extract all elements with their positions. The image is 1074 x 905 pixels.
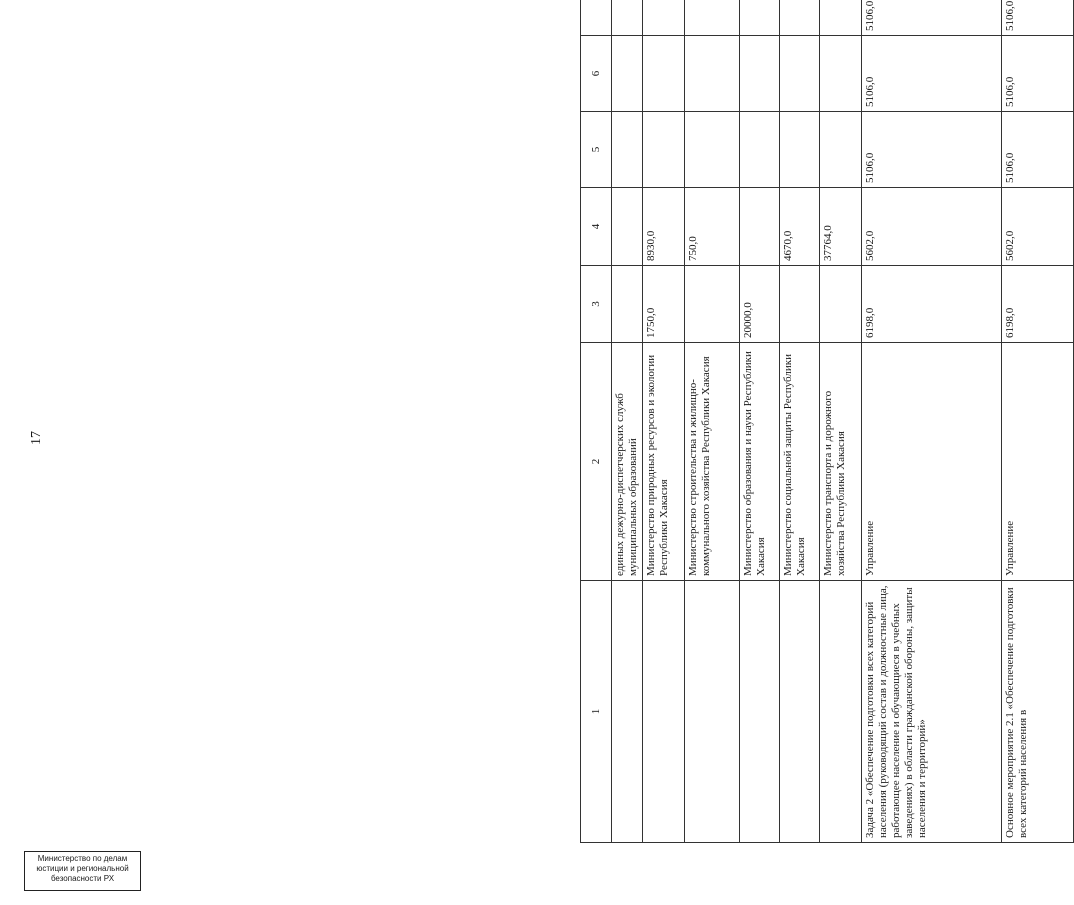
stamp-line: безопасности РХ bbox=[50, 874, 115, 883]
cell-value: 6198,0 bbox=[1002, 266, 1074, 343]
header-col-4: 4 bbox=[581, 188, 612, 266]
cell-executor: Министерство социальной защиты Республики Хакасия bbox=[780, 343, 820, 581]
cell-value bbox=[685, 36, 740, 112]
cell-value: 5106,0 bbox=[862, 36, 1002, 112]
cell-value: 5106,0 bbox=[1002, 0, 1074, 36]
cell-task bbox=[780, 581, 820, 843]
header-col-6: 6 bbox=[581, 36, 612, 112]
header-col-3: 3 bbox=[581, 266, 612, 343]
page-number: 17 bbox=[29, 431, 44, 445]
cell-value: 6198,0 bbox=[862, 266, 1002, 343]
stamp-line: Министерство по делам bbox=[37, 854, 128, 863]
cell-value: 5602,0 bbox=[1002, 188, 1074, 266]
cell-task: Задача 2 «Обеспечение подготовки всех категорий населения (руководящий состав и должностные лица, работающее население и обучающиеся в учебных заведениях) в области гражданской обороны, защиты населения и территорий» bbox=[862, 581, 1002, 843]
cell-task bbox=[643, 581, 685, 843]
cell-value bbox=[740, 36, 780, 112]
cell-executor: Министерство строительства и жилищно-коммунального хозяйства Республики Хакасия bbox=[685, 343, 740, 581]
cell-value bbox=[740, 112, 780, 188]
header-row bbox=[581, 0, 612, 843]
cell-executor: единых дежурно-диспетчерских служб муниципальных образований bbox=[612, 343, 643, 581]
budget-table bbox=[580, 0, 1074, 843]
cell-value bbox=[643, 0, 685, 36]
cell-value bbox=[740, 0, 780, 36]
cell-value bbox=[685, 112, 740, 188]
cell-value: 4670,0 bbox=[780, 188, 820, 266]
cell-value bbox=[612, 112, 643, 188]
cell-value bbox=[820, 36, 862, 112]
table-row bbox=[1002, 0, 1074, 843]
cell-value bbox=[780, 0, 820, 36]
cell-task bbox=[612, 581, 643, 843]
header-col-1: 1 bbox=[581, 581, 612, 843]
cell-value bbox=[612, 188, 643, 266]
cell-value bbox=[685, 0, 740, 36]
cell-task bbox=[820, 581, 862, 843]
cell-value bbox=[612, 266, 643, 343]
cell-value bbox=[780, 112, 820, 188]
cell-value: 8930,0 bbox=[643, 188, 685, 266]
cell-executor: Министерство транспорта и дорожного хозяйства Республики Хакасия bbox=[820, 343, 862, 581]
table-row bbox=[612, 0, 643, 843]
cell-value: 20000,0 bbox=[740, 266, 780, 343]
cell-value bbox=[780, 266, 820, 343]
cell-executor: Управление bbox=[1002, 343, 1074, 581]
header-col-2: 2 bbox=[581, 343, 612, 581]
cell-value bbox=[685, 266, 740, 343]
cell-task: Основное мероприятие 2.1 «Обеспечение подготовки всех категорий населения в bbox=[1002, 581, 1074, 843]
table-row bbox=[740, 0, 780, 843]
cell-value bbox=[820, 266, 862, 343]
table-row bbox=[862, 0, 1002, 843]
cell-value: 5106,0 bbox=[1002, 112, 1074, 188]
cell-value bbox=[643, 36, 685, 112]
cell-value bbox=[643, 112, 685, 188]
cell-value bbox=[820, 112, 862, 188]
cell-value: 5106,0 bbox=[1002, 36, 1074, 112]
registration-stamp bbox=[24, 851, 141, 891]
cell-executor: Министерство образования и науки Республики Хакасия bbox=[740, 343, 780, 581]
cell-value: 5106,0 bbox=[862, 112, 1002, 188]
cell-value: 5602,0 bbox=[862, 188, 1002, 266]
cell-value bbox=[820, 0, 862, 36]
cell-value: 5106,0 bbox=[862, 0, 1002, 36]
cell-executor: Министерство природных ресурсов и экологии Республики Хакасия bbox=[643, 343, 685, 581]
cell-executor: Управление bbox=[862, 343, 1002, 581]
cell-value bbox=[740, 188, 780, 266]
cell-value bbox=[780, 36, 820, 112]
header-col-5: 5 bbox=[581, 112, 612, 188]
cell-value: 750,0 bbox=[685, 188, 740, 266]
table-row bbox=[685, 0, 740, 843]
cell-task bbox=[740, 581, 780, 843]
cell-value: 37764,0 bbox=[820, 188, 862, 266]
header-col-7 bbox=[581, 0, 612, 36]
table-row bbox=[780, 0, 820, 843]
table-row bbox=[643, 0, 685, 843]
stamp-line: юстиции и региональной bbox=[36, 864, 129, 873]
cell-value bbox=[612, 36, 643, 112]
rotated-table-container bbox=[580, 0, 1070, 843]
cell-task bbox=[685, 581, 740, 843]
cell-value: 1750,0 bbox=[643, 266, 685, 343]
cell-value bbox=[612, 0, 643, 36]
table-row bbox=[820, 0, 862, 843]
